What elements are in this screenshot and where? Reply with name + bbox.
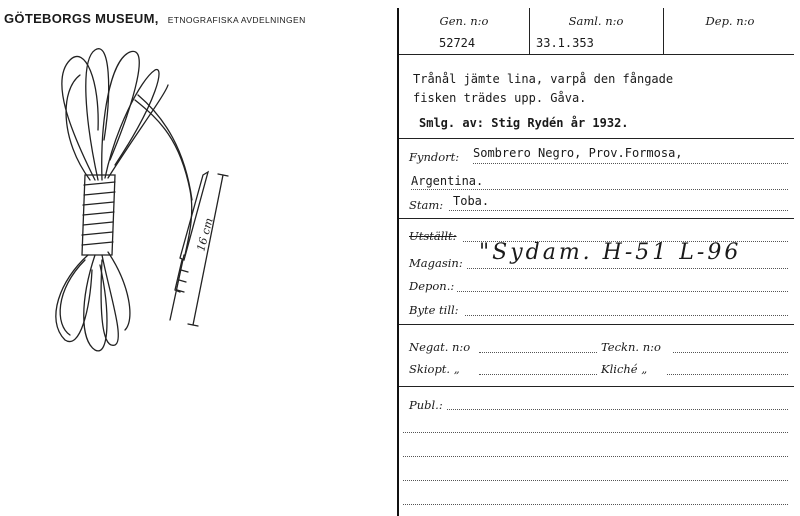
teckn-label: Teckn. n:o — [601, 340, 661, 354]
dotted-line — [465, 315, 788, 316]
dotted-line — [447, 409, 788, 410]
dotted-line — [467, 268, 788, 269]
dotted-line — [403, 504, 788, 505]
dotted-line — [667, 374, 788, 375]
fyndort-value-2: Argentina. — [411, 174, 484, 188]
publ-label: Publ.: — [409, 398, 443, 412]
dotted-line — [673, 352, 788, 353]
gen-cell — [401, 8, 527, 54]
description-line-2: fisken trädes upp. Gåva. — [413, 91, 587, 105]
object-drawing — [40, 40, 300, 370]
rule — [399, 54, 794, 55]
kliche-label: Kliché „ — [601, 362, 648, 376]
skiopt-label: Skiopt. „ — [409, 362, 460, 376]
rule — [399, 324, 794, 325]
gen-value: 52724 — [439, 36, 476, 50]
dotted-line — [479, 352, 597, 353]
dotted-line — [411, 189, 788, 190]
byte-label: Byte till: — [409, 303, 459, 317]
fyndort-label: Fyndort: — [409, 150, 460, 164]
card-edge — [397, 8, 399, 516]
saml-cell — [530, 8, 662, 54]
dotted-line — [449, 210, 788, 211]
stam-label: Stam: — [409, 198, 444, 212]
collector-line: Smlg. av: Stig Rydén år 1932. — [419, 116, 629, 130]
dotted-line — [403, 432, 788, 433]
dotted-line — [479, 374, 597, 375]
stam-value: Toba. — [453, 194, 490, 208]
fyndort-value-1: Sombrero Negro, Prov.Formosa, — [473, 146, 683, 160]
dep-cell — [664, 8, 796, 54]
dep-label: Dep. n:o — [705, 14, 755, 28]
length-label: 16 cm — [194, 216, 216, 253]
rule — [399, 386, 794, 387]
museum-header — [4, 8, 306, 27]
saml-label: Saml. n:o — [568, 14, 624, 28]
department-name: ETNOGRAFISKA AVDELNINGEN — [167, 15, 306, 25]
dotted-line — [457, 291, 788, 292]
catalog-card — [397, 0, 800, 516]
rule — [399, 218, 794, 219]
utstallt-label: Utställt: — [409, 229, 457, 243]
magasin-label: Magasin: — [409, 256, 463, 270]
gen-label: Gen. n:o — [439, 14, 489, 28]
dotted-line — [403, 480, 788, 481]
rule — [399, 138, 794, 139]
dotted-line — [473, 163, 788, 164]
saml-value: 33.1.353 — [536, 36, 594, 50]
description-line-1: Trånål jämte lina, varpå den fångade — [413, 72, 674, 86]
depon-label: Depon.: — [409, 279, 455, 293]
negat-label: Negat. n:o — [409, 340, 471, 354]
museum-name: GÖTEBORGS MUSEUM, — [4, 11, 159, 26]
dotted-line — [403, 456, 788, 457]
magasin-value: "Sydam. H-51 L-96 — [479, 240, 742, 265]
